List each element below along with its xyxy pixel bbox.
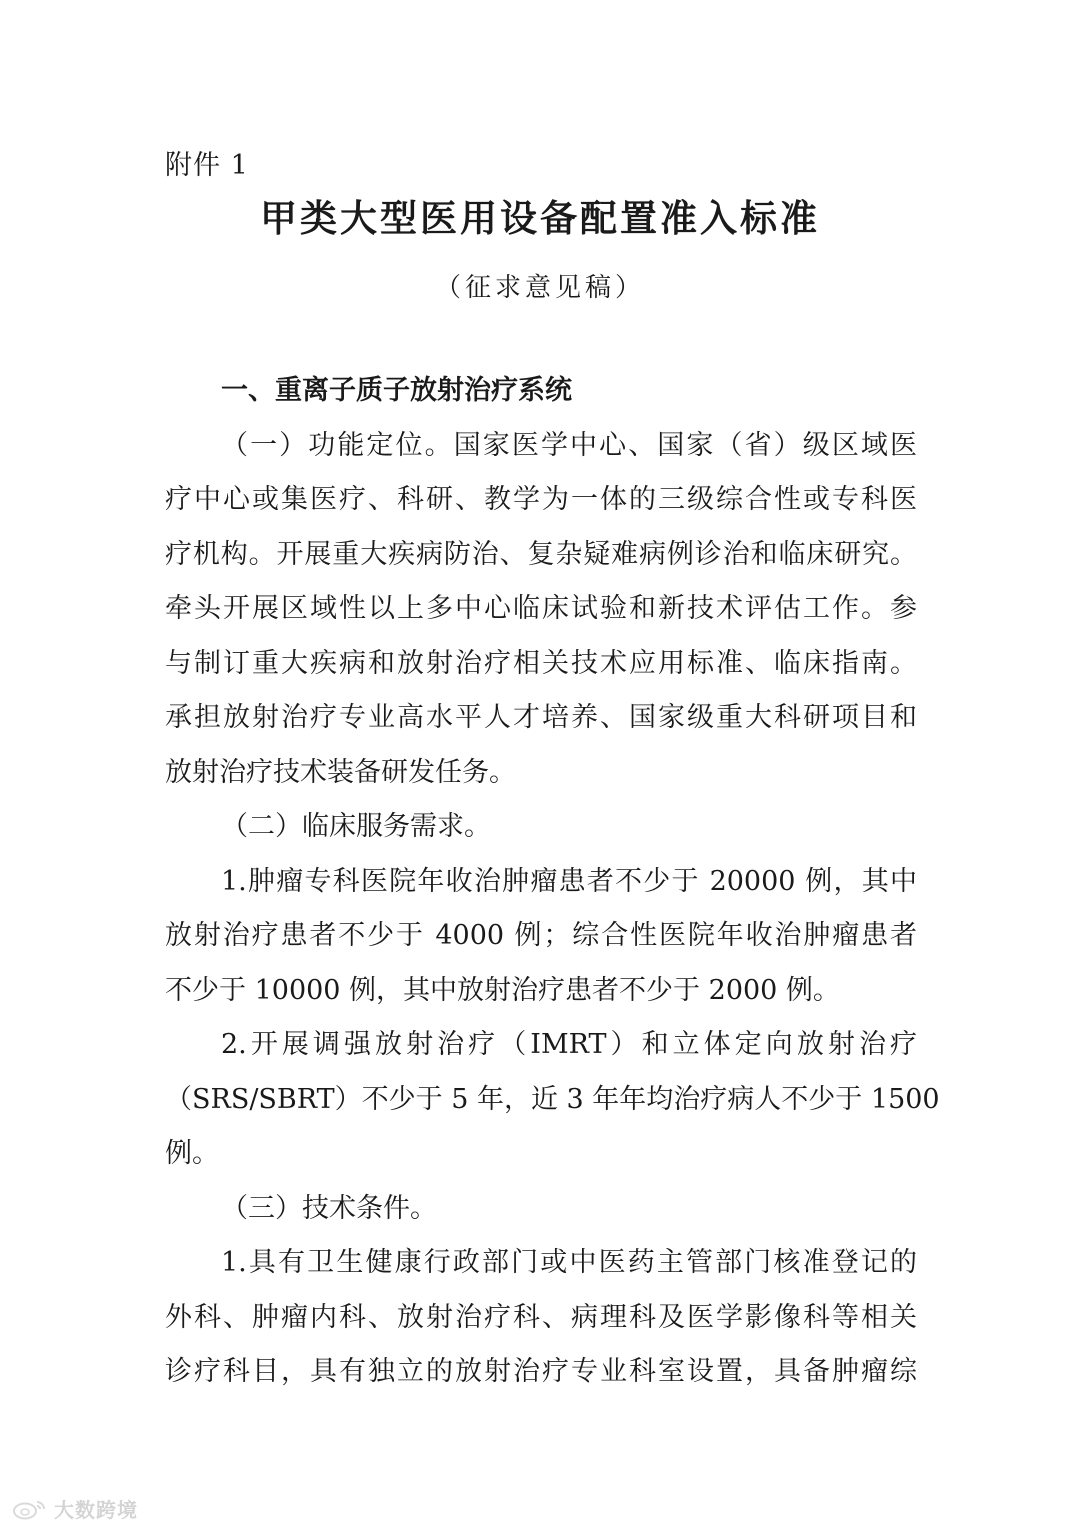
body-text-line: 承担放射治疗专业高水平人才培养、国家级重大科研项目和 — [165, 702, 917, 733]
watermark — [12, 1494, 138, 1523]
body-text-line: 放射治疗技术装备研发任务。 — [165, 756, 516, 788]
body-text-line: 牵头开展区域性以上多中心临床试验和新技术评估工作。参 — [165, 593, 917, 624]
body-text-line: 诊疗科目，具有独立的放射治疗专业科室设置，具备肿瘤综 — [165, 1356, 917, 1387]
body-text-line: 1.肿瘤专科医院年收治肿瘤患者不少于 20000 例，其中 — [221, 865, 917, 897]
document-body — [165, 364, 940, 1400]
body-text-line: （一）功能定位。国家医学中心、国家（省）级区域医 — [221, 429, 917, 461]
body-text-line: 放射治疗患者不少于 4000 例；综合性医院年收治肿瘤患者 — [165, 920, 917, 951]
body-text-line: （SRS/SBRT）不少于 5 年，近 3 年年均治疗病人不少于 1500 — [165, 1083, 940, 1115]
document-subtitle: （征求意见稿） — [434, 273, 645, 303]
body-text-line: 不少于 10000 例，其中放射治疗患者不少于 2000 例。 — [165, 974, 840, 1006]
body-text-line: 1.具有卫生健康行政部门或中医药主管部门核准登记的 — [221, 1247, 917, 1278]
body-text-line: 例。 — [165, 1138, 219, 1169]
body-text-line: 疗中心或集医疗、科研、教学为一体的三级综合性或专科医 — [165, 484, 917, 515]
watermark-text: 大数跨境 — [54, 1498, 138, 1522]
body-text-line: 外科、肿瘤内科、放射治疗科、病理科及医学影像科等相关 — [165, 1301, 917, 1333]
document-title: 甲类大型医用设备配置准入标准 — [260, 196, 820, 240]
body-text-line: （二）临床服务需求。 — [221, 811, 491, 842]
attachment-label: 附件 1 — [165, 150, 249, 181]
weibo-logo-icon — [12, 1498, 48, 1520]
body-text-line: （三）技术条件。 — [221, 1192, 437, 1224]
body-text-line: 疗机构。开展重大疾病防治、复杂疑难病例诊治和临床研究。 — [165, 538, 917, 570]
body-text-line: 与制订重大疾病和放射治疗相关技术应用标准、临床指南。 — [165, 647, 917, 679]
body-text-line: 2.开展调强放射治疗（IMRT）和立体定向放射治疗 — [221, 1029, 917, 1060]
section-heading: 一、重离子质子放射治疗系统 — [221, 375, 572, 406]
